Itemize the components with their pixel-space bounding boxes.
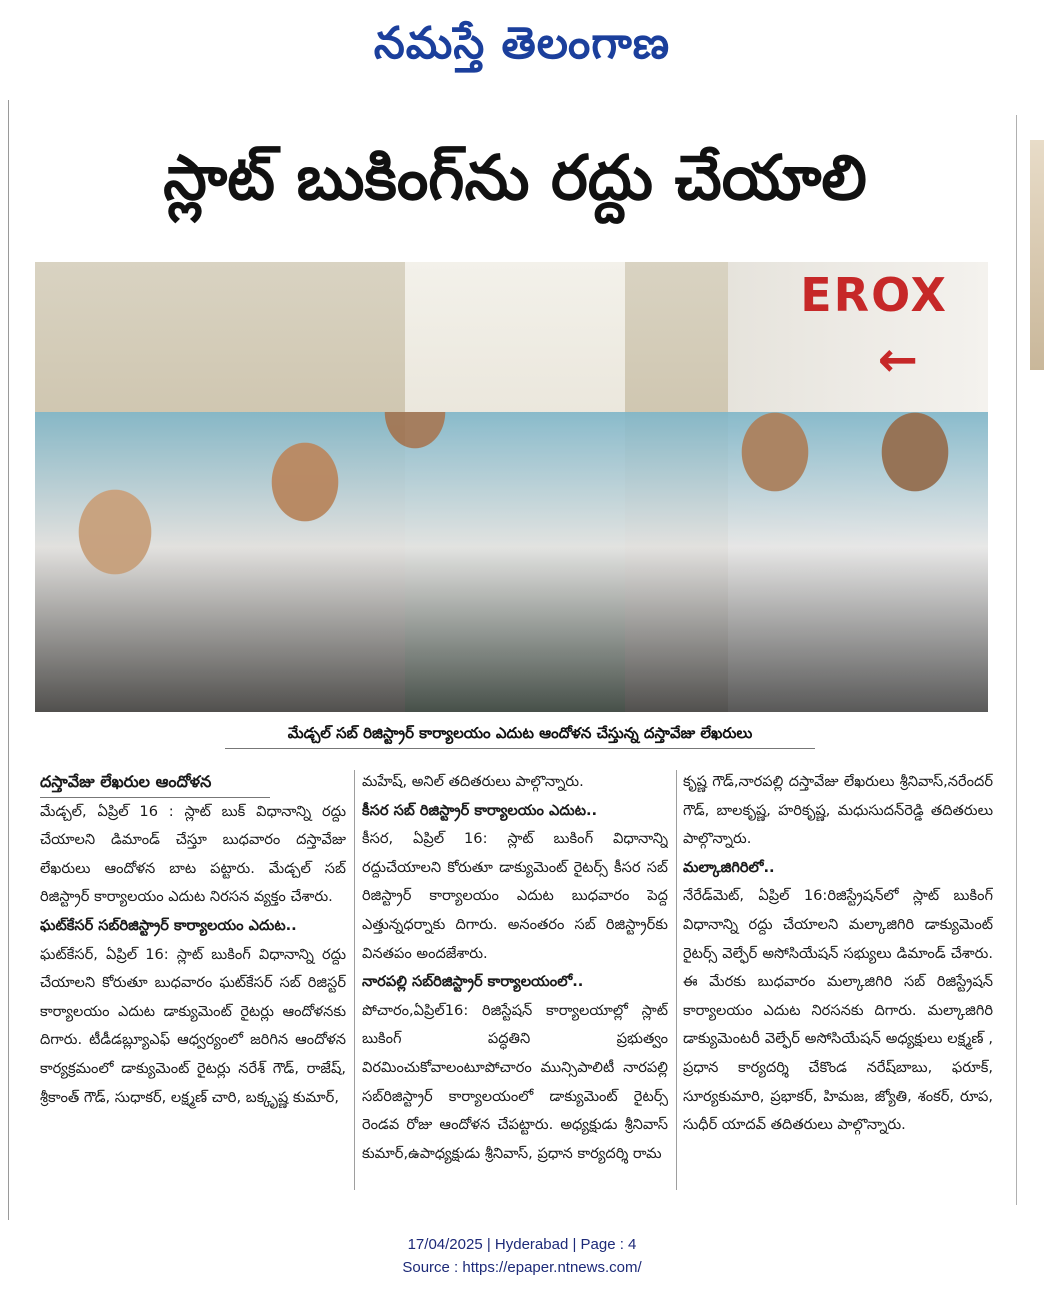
footer-date-line: 17/04/2025 | Hyderabad | Page : 4 — [407, 1236, 637, 1253]
article-paragraph: నేరేడ్‌మెట్, ఏప్రిల్ 16:రిజిస్ట్రేషన్‌లో స్లాట్ బుకింగ్ విధానాన్ని రద్దు చేయాలని మల్కాజిగిరి డాక్యుమెంట్ రైటర్స్ వెల్ఫేర్ అసోసియేషన్ సభ్యులు డిమాండ్ చేశారు. ఈ మేరకు బుధవారం మల్కాజిగిరి సబ్ రిజిస్ట్రేషన్ కార్యాలయం ఎదుట నిరసనకు దిగారు. మల్కాజిగిరి డాక్యుమెంటరీ వెల్ఫేర్ అసోసియేషన్ అధ్యక్షులు లక్ష్మణ్ , ప్రధాన కార్యదర్శి చేకొండ నరేష్‌బాబు, ఫరూక్, సూర్యకుమారి, ప్రభాకర్, హిమజ, జ్యోతి, శంకర్, రూప, సుధీర్ యాదవ్ తదితరులు పాల్గొన్నారు. — [683, 887, 993, 1134]
protest-photo — [35, 262, 988, 712]
clipping-right-border — [1016, 115, 1017, 1205]
subheading: మల్కాజిగిరిలో.. — [683, 858, 775, 876]
article-paragraph: కీసర, ఏప్రిల్ 16: స్లాట్ బుకింగ్ విధానాన్ని రద్దుచేయాలని కోరుతూ డాక్యుమెంట్ రైటర్స్ కీసర సబ్ రిజిస్ట్రార్ కార్యాలయం ఎదుట బుధవారం పెద్ద ఎత్తున్నధర్నాకు దిగారు. అనంతరం సబ్ రిజిస్ట్రార్‌కు వినతపం అందజేశారు. — [362, 830, 668, 962]
article-paragraph: కృష్ణ గౌడ్,నారపల్లి దస్తావేజు లేఖరులు శ్రీనివాస్,నరేందర్ గౌడ్, బాలకృష్ణ, హరికృష్ణ, మధుసుదన్‌రెడ్డి తదితరులు పాల్గొన్నారు. — [683, 773, 993, 848]
protesters-group — [35, 412, 988, 712]
adjacent-article-edge — [1030, 140, 1044, 370]
article-column-1 — [40, 768, 346, 1188]
article-paragraph: ఘట్‌కేసర్, ఏప్రిల్ 16: స్లాట్ బుకింగ్ విధానాన్ని రద్దు చేయాలని కోరుతూ బుధవారం ఘట్‌కేసర్ సబ్ రిజిస్టర్ కార్యాలయం ఎదుట డాక్యుమెంట్ రైటర్లు ఆందోళనకు దిగారు. టీడీడబ్ల్యూఎఫ్ ఆధ్వర్యంలో జరిగిన ఆందోళన కార్యక్రమంలో డాక్యుమెంట్ రైటర్లు నరేశ్ గౌడ్, రాజేష్, శ్రీకాంత్ గౌడ్, సుధాకర్, లక్ష్మణ్ చారి, బక్కృష్ణ కుమార్, — [40, 945, 346, 1106]
column-divider — [354, 770, 355, 1190]
footer-source-link[interactable]: Source : https://epaper.ntnews.com/ — [402, 1259, 642, 1276]
article-column-3 — [683, 768, 993, 1188]
arrow-left-icon: ← — [877, 332, 918, 388]
subheading: ఘట్‌కేసర్ సబ్‌రిజిస్ట్రార్ కార్యాలయం ఎదుట.. — [40, 916, 297, 934]
article-headline: స్లాట్ బుకింగ్‌ను రద్దు చేయాలి — [163, 141, 867, 214]
clipping-left-border — [8, 100, 9, 1220]
xerox-sign: EROX — [800, 268, 948, 322]
subheading: నారపల్లి సబ్‌రిజిస్ట్రార్ కార్యాలయంలో.. — [362, 973, 584, 991]
article-paragraph: పోచారం,ఏప్రిల్16: రిజిస్టేషన్ కార్యాలయాల్లో స్లాట్ బుకింగ్ పద్ధతిని ప్రభుత్వం విరమించుకోవాలంటూపోచారం మున్సిపాలిటీ నారపల్లి సబ్‌రిజిస్ట్రార్ కార్యాలయంలో డాక్యుమెంట్ రైటర్స్ రెండవ రోజు ఆందోళన చేపట్టారు. అధ్యక్షుడు శ్రీనివాస్ కుమార్,ఉపాధ్యక్షుడు శ్రీనివాస్, ప్రధాన కార్యదర్శి రామ — [362, 1001, 668, 1162]
article-paragraph: మేడ్చల్, ఏప్రిల్ 16 : స్లాట్ బుక్ విధానాన్ని రద్దు చేయాలని డిమాండ్ చేస్తూ బుధవారం దస్తావేజు లేఖరులు ఆందోళన బాట పట్టారు. మేడ్చల్ సబ్ రిజిస్ట్రార్ కార్యాలయం ఎదుట నిరసన వ్యక్తం చేశారు. — [40, 802, 346, 906]
section-heading: దస్తావేజు లేఖరుల ఆందోళన — [40, 768, 270, 798]
column-divider — [676, 770, 677, 1190]
article-paragraph: మహేష్, అనిల్ తదితరులు పాల్గొన్నారు. — [362, 773, 584, 790]
photo-caption: మేడ్చల్ సబ్ రిజిస్ట్రార్ కార్యాలయం ఎదుట ఆందోళన చేస్తున్న దస్తావేజు లేఖరులు — [225, 718, 815, 749]
subheading: కీసర సబ్ రిజిస్ట్రార్ కార్యాలయం ఎదుట.. — [362, 801, 598, 819]
newspaper-masthead: నమస్తే తెలంగాణ — [373, 18, 671, 69]
article-column-2 — [362, 768, 668, 1188]
